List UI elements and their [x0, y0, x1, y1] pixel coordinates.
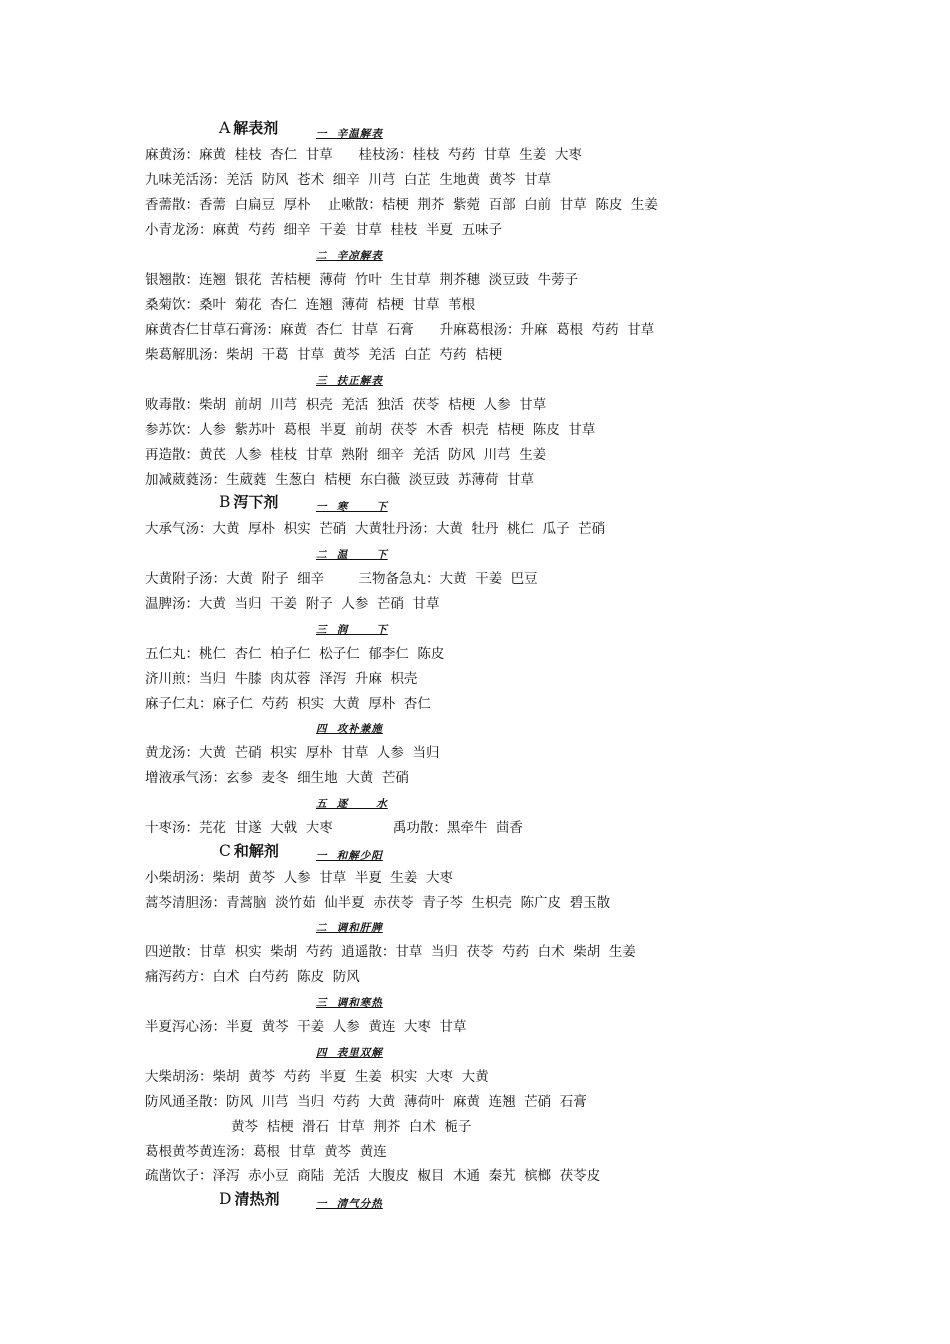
subheading: 一 寒 下	[316, 501, 388, 513]
text-line: 五仁丸：桃仁 杏仁 柏子仁 松子仁 郁李仁 陈皮	[145, 646, 445, 662]
text-line: 济川煎：当归 牛膝 肉苁蓉 泽泻 升麻 枳壳	[145, 671, 418, 687]
text-line: 柴葛解肌汤：柴胡 干葛 甘草 黄芩 羌活 白芷 芍药 桔梗	[145, 347, 503, 363]
section-title: 和解剂	[233, 842, 279, 860]
text-line: 温脾汤：大黄 当归 干姜 附子 人参 芒硝 甘草	[145, 596, 440, 612]
subheading: 三 调和寒热	[316, 997, 383, 1009]
text-line-continued: 黄芩 桔梗 滑石 甘草 荆芥 白术 栀子	[231, 1119, 472, 1135]
text-line: 银翘散：连翘 银花 苦桔梗 薄荷 竹叶 生甘草 荆芥穗 淡豆豉 牛蒡子	[145, 272, 579, 288]
text-line: 败毒散：柴胡 前胡 川芎 枳壳 羌活 独活 茯苓 桔梗 人参 甘草	[145, 397, 547, 413]
text-line: 痛泻药方：白术 白芍药 陈皮 防风	[145, 969, 360, 985]
text-line: 大承气汤：大黄 厚朴 枳实 芒硝 大黄牡丹汤：大黄 牡丹 桃仁 瓜子 芒硝	[145, 521, 606, 537]
text-line: 黄龙汤：大黄 芒硝 枳实 厚朴 甘草 人参 当归	[145, 745, 440, 761]
subheading: 四 表里双解	[316, 1047, 383, 1059]
text-line: 小柴胡汤：柴胡 黄芩 人参 甘草 半夏 生姜 大枣	[145, 870, 453, 886]
text-line: 再造散：黄芪 人参 桂枝 甘草 熟附 细辛 羌活 防风 川芎 生姜	[145, 447, 547, 463]
text-line: 香薷散：香薷 白扁豆 厚朴 止嗽散：桔梗 荆芥 紫菀 百部 白前 甘草 陈皮 生姜	[145, 197, 658, 213]
text-line: 大黄附子汤：大黄 附子 细辛 三物备急丸：大黄 干姜 巴豆	[145, 571, 538, 587]
subheading: 二 辛凉解表	[316, 250, 383, 262]
text-line: 加减葳蕤汤：生葳蕤 生葱白 桔梗 东白薇 淡豆豉 苏薄荷 甘草	[145, 472, 534, 488]
text-line: 九味羌活汤：羌活 防风 苍术 细辛 川芎 白芷 生地黄 黄芩 甘草	[145, 172, 552, 188]
text-line: 葛根黄芩黄连汤：葛根 甘草 黄芩 黄连	[145, 1144, 387, 1160]
section-heading-d	[219, 1188, 279, 1209]
subheading: 二 温 下	[316, 549, 388, 561]
subheading: 一 辛温解表	[316, 128, 383, 140]
section-heading-b	[219, 491, 278, 512]
section-title: 泻下剂	[233, 493, 279, 511]
text-line: 桑菊饮：桑叶 菊花 杏仁 连翘 薄荷 桔梗 甘草 苇根	[145, 297, 476, 313]
section-heading-c	[219, 840, 279, 861]
text-line: 麻黄汤：麻黄 桂枝 杏仁 甘草 桂枝汤：桂枝 芍药 甘草 生姜 大枣	[145, 147, 582, 163]
subheading: 一 清气分热	[316, 1198, 383, 1210]
text-line: 增液承气汤：玄参 麦冬 细生地 大黄 芒硝	[145, 770, 409, 786]
text-line: 参苏饮：人参 紫苏叶 葛根 半夏 前胡 茯苓 木香 枳壳 桔梗 陈皮 甘草	[145, 422, 596, 438]
subheading: 二 调和肝脾	[316, 922, 383, 934]
subheading: 四 攻补兼施	[316, 723, 383, 735]
section-title: 清热剂	[234, 1190, 280, 1208]
section-letter: D	[219, 1190, 232, 1208]
section-letter: B	[219, 493, 231, 511]
text-line: 小青龙汤：麻黄 芍药 细辛 干姜 甘草 桂枝 半夏 五味子	[145, 222, 503, 238]
text-line: 麻子仁丸：麻子仁 芍药 枳实 大黄 厚朴 杏仁	[145, 696, 431, 712]
text-line: 麻黄杏仁甘草石膏汤：麻黄 杏仁 甘草 石膏 升麻葛根汤：升麻 葛根 芍药 甘草	[145, 322, 655, 338]
section-title: 解表剂	[233, 119, 279, 137]
section-letter: A	[219, 119, 231, 137]
subheading: 三 扶正解表	[316, 375, 383, 387]
section-letter: C	[219, 842, 231, 860]
section-heading-a	[219, 117, 278, 138]
text-line: 大柴胡汤：柴胡 黄芩 芍药 半夏 生姜 枳实 大枣 大黄	[145, 1069, 489, 1085]
subheading: 一 和解少阳	[316, 850, 383, 862]
subheading: 三 润 下	[316, 624, 388, 636]
text-line: 防风通圣散：防风 川芎 当归 芍药 大黄 薄荷叶 麻黄 连翘 芒硝 石膏	[145, 1094, 587, 1110]
text-line: 四逆散：甘草 枳实 柴胡 芍药 逍遥散：甘草 当归 茯苓 芍药 白术 柴胡 生姜	[145, 944, 636, 960]
text-line: 半夏泻心汤：半夏 黄芩 干姜 人参 黄连 大枣 甘草	[145, 1019, 467, 1035]
text-line: 十枣汤：芫花 甘遂 大戟 大枣 禹功散：黑牵牛 茴香	[145, 820, 523, 836]
subheading: 五 逐 水	[316, 798, 388, 810]
text-line: 疏凿饮子：泽泻 赤小豆 商陆 羌活 大腹皮 椒目 木通 秦艽 槟榔 茯苓皮	[145, 1168, 601, 1184]
text-line: 蒿芩清胆汤：青蒿脑 淡竹茹 仙半夏 赤茯苓 青子芩 生枳壳 陈广皮 碧玉散	[145, 895, 611, 911]
